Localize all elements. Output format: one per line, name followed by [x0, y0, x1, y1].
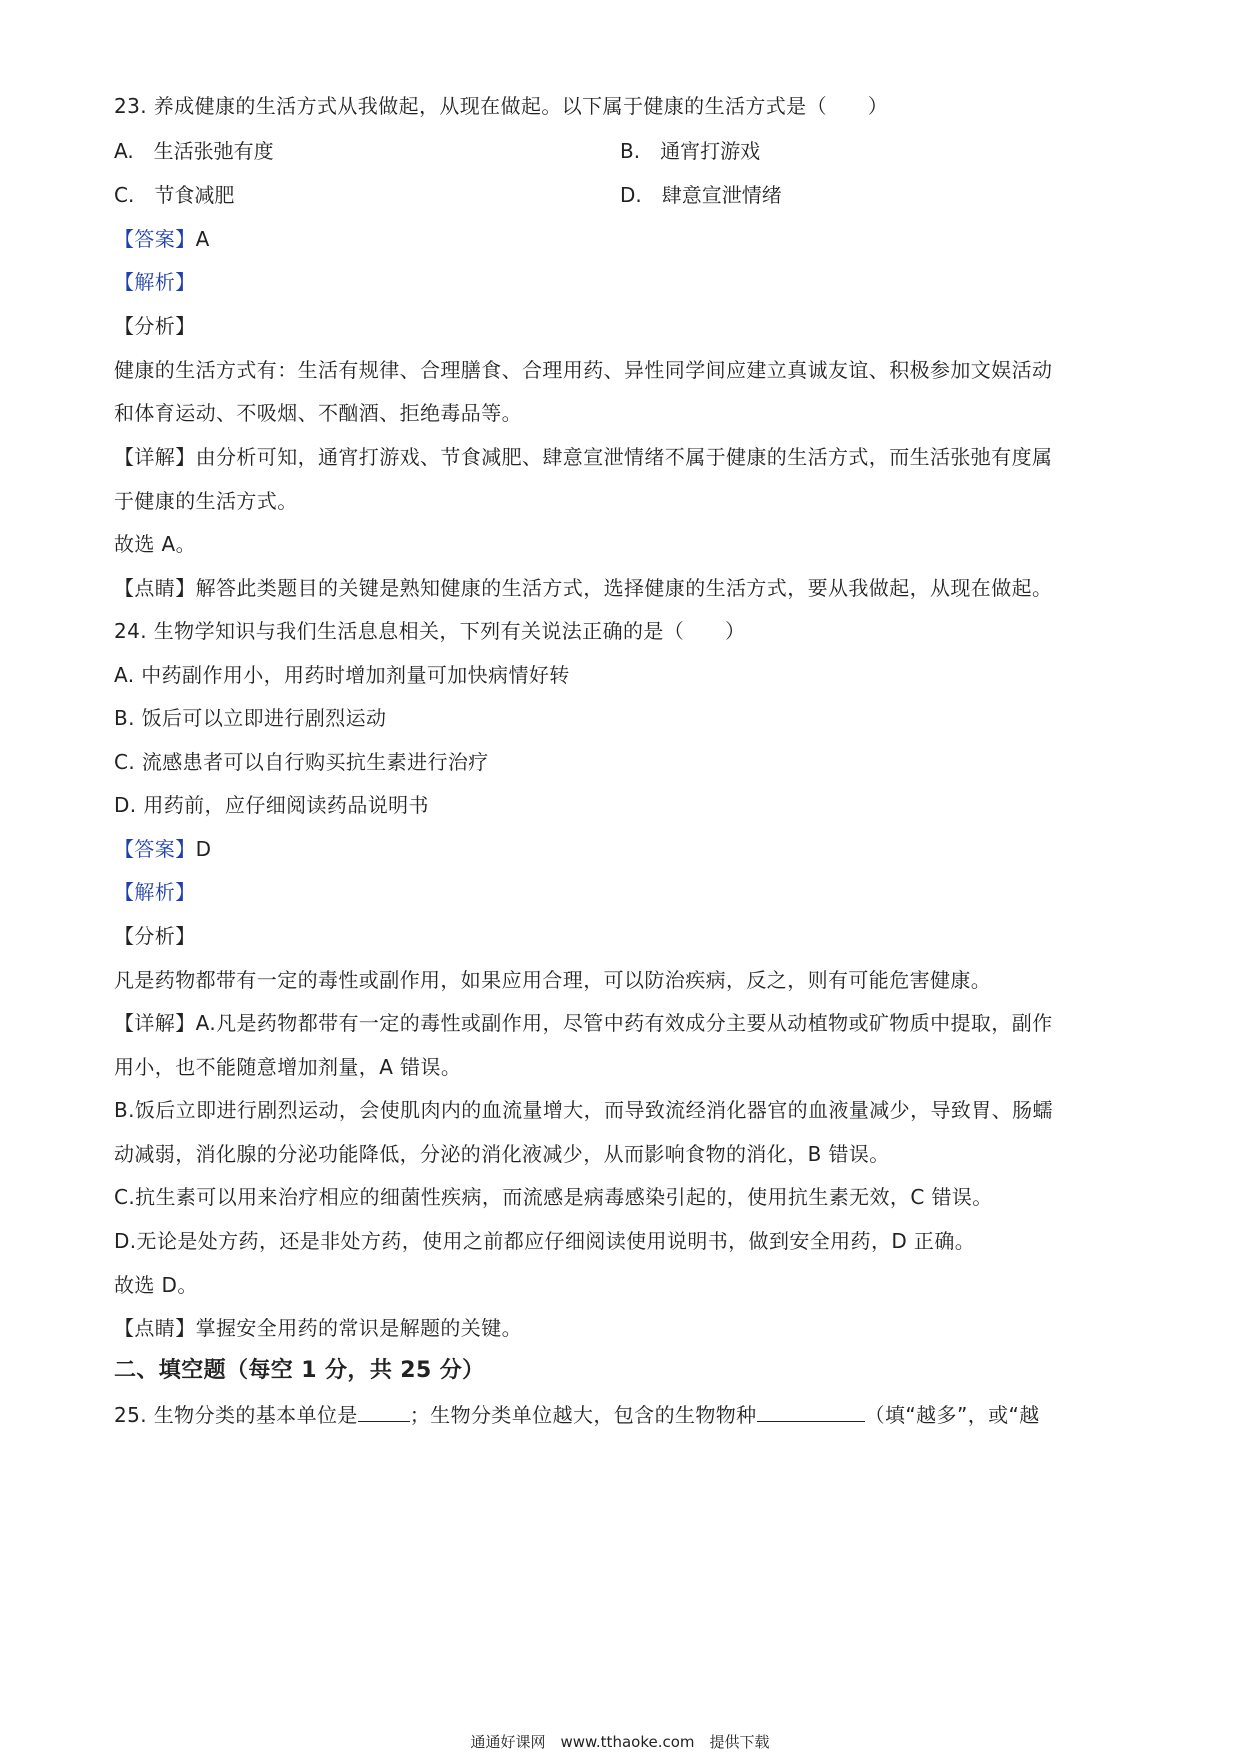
q24-analysis-heading	[114, 878, 196, 906]
answer-value: A	[195, 227, 210, 251]
xiangjie-tag: 【详解】	[114, 445, 196, 469]
dianjing-text: 掌握安全用药的常识是解题的关键。	[195, 1316, 523, 1340]
q24-fenxi-text: 凡是药物都带有一定的毒性或副作用，如果应用合理，可以防治疾病，反之，则有可能危害健康。	[114, 968, 992, 992]
q23-dianjing	[114, 574, 1052, 602]
q24-option-c: C. 流感患者可以自行购买抗生素进行治疗	[114, 750, 489, 774]
answer-blank-2[interactable]	[757, 1403, 865, 1422]
q24-choose: 故选 D。	[114, 1273, 198, 1297]
q23-choose: 故选 A。	[114, 532, 197, 556]
q23-option-a: A. 生活张弛有度	[114, 139, 274, 163]
q24-xiangjie-d: D.无论是处方药，还是非处方药，使用之前都应仔细阅读使用说明书，做到安全用药，D 正确。	[114, 1229, 976, 1253]
q24-xiangjie-c: C.抗生素可以用来治疗相应的细菌性疾病，而流感是病毒感染引起的，使用抗生素无效，C 错误。	[114, 1185, 993, 1209]
dianjing-tag: 【点睛】	[114, 576, 196, 600]
analysis-tag: 【解析】	[114, 270, 196, 294]
answer-tag: 【答案】	[114, 227, 196, 251]
q24-dianjing	[114, 1314, 522, 1342]
q23-fenxi-line-1: 健康的生活方式有：生活有规律、合理膳食、合理用药、异性同学间应建立真诚友谊、积极参加文娱活动	[114, 358, 1053, 382]
q23-option-b: B. 通宵打游戏	[620, 139, 761, 163]
q23-xiangjie-line-1	[114, 443, 1052, 471]
q24-xiangjie-a-line-2: 用小，也不能随意增加剂量，A 错误。	[114, 1055, 462, 1079]
q24-option-b: B. 饭后可以立即进行剧烈运动	[114, 706, 387, 730]
q24-option-a: A. 中药副作用小，用药时增加剂量可加快病情好转	[114, 663, 570, 687]
q23-analysis-heading	[114, 268, 196, 296]
answer-blank-1[interactable]	[358, 1403, 410, 1422]
q24-stem: 24. 生物学知识与我们生活息息相关，下列有关说法正确的是（ ）	[114, 619, 746, 643]
xiangjie-tag: 【详解】	[114, 1011, 196, 1035]
xiangjie-text: 由分析可知，通宵打游戏、节食减肥、肆意宣泄情绪不属于健康的生活方式，而生活张弛有度属	[195, 445, 1053, 469]
q24-xiangjie-b-line-2: 动减弱，消化腺的分泌功能降低，分泌的消化液减少，从而影响食物的消化，B 错误。	[114, 1142, 890, 1166]
q23-answer	[114, 225, 210, 253]
dianjing-text: 解答此类题目的关键是熟知健康的生活方式，选择健康的生活方式，要从我做起，从现在做起。	[195, 576, 1053, 600]
answer-tag: 【答案】	[114, 837, 196, 861]
q23-option-d: D. 肆意宣泄情绪	[620, 183, 782, 207]
q25-part-1: 25. 生物分类的基本单位是	[114, 1403, 358, 1427]
dianjing-tag: 【点睛】	[114, 1316, 196, 1340]
q24-option-d: D. 用药前，应仔细阅读药品说明书	[114, 793, 429, 817]
q23-fenxi-heading: 【分析】	[114, 314, 196, 338]
q24-xiangjie-b-line-1: B.饭后立即进行剧烈运动，会使肌肉内的血流量增大，而导致流经消化器官的血液量减少，导致胃、肠蠕	[114, 1098, 1053, 1122]
page-footer: 通通好课网 www.tthaoke.com 提供下载	[470, 1733, 770, 1751]
q23-xiangjie-line-2: 于健康的生活方式。	[114, 489, 298, 513]
q25-stem	[114, 1401, 1040, 1429]
q24-fenxi-heading: 【分析】	[114, 924, 196, 948]
section-title: 二、填空题（每空 1 分，共 25 分）	[114, 1358, 485, 1383]
q25-part-2: ；生物分类单位越大，包含的生物物种	[409, 1403, 757, 1427]
q23-stem: 23. 养成健康的生活方式从我做起，从现在做起。以下属于健康的生活方式是（ ）	[114, 94, 889, 118]
q24-xiangjie-a-line-1	[114, 1009, 1053, 1037]
q24-answer	[114, 835, 211, 863]
q25-part-3: （填“越多”，或“越	[864, 1403, 1040, 1427]
answer-value: D	[195, 837, 212, 861]
q23-option-c: C. 节食减肥	[114, 183, 235, 207]
analysis-tag: 【解析】	[114, 880, 196, 904]
q23-fenxi-line-2: 和体育运动、不吸烟、不酗酒、拒绝毒品等。	[114, 401, 522, 425]
xiangjie-text: A.凡是药物都带有一定的毒性或副作用，尽管中药有效成分主要从动植物或矿物质中提取，副作	[195, 1011, 1053, 1035]
